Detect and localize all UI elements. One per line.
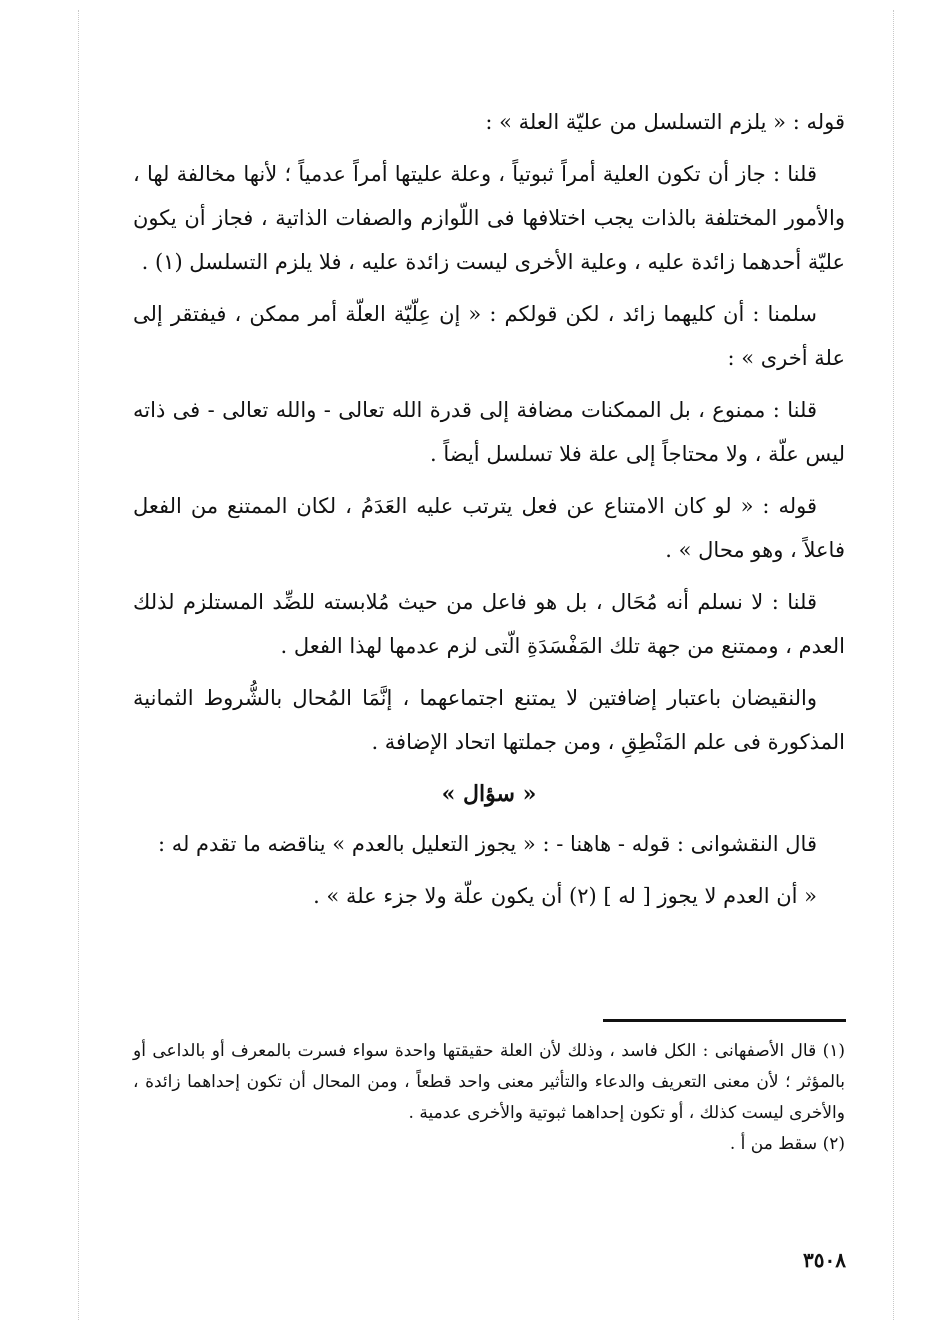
page-number: ٣٥٠٨	[803, 1248, 846, 1272]
paragraph-1: قوله : « يلزم التسلسل من عليّة العلة » :	[485, 110, 845, 134]
paragraph-5: قوله : « لو كان الامتناع عن فعل يترتب عليه العَدَمُ ، لكان الممتنع من الفعل فاعلاً ، وهو محال » .	[133, 494, 845, 562]
footnote-separator	[603, 1019, 846, 1022]
section-heading: « سؤال »	[441, 781, 537, 807]
scan-mark-right	[893, 10, 894, 1320]
paragraph-9: « أن العدم لا يجوز [ له ] (٢) أن يكون علّة ولا جزء علة » .	[313, 884, 817, 908]
paragraph-6: قلنا : لا نسلم أنه مُحَال ، بل هو فاعل من حيث مُلابسته للضِّد المستلزم لذلك العدم ، وممتنع من جهة تلك المَفْسَدَةِ الّتى لزم عدمها لهذا الفعل .	[133, 590, 845, 658]
paragraph-2: قلنا : جاز أن تكون العلية أمراً ثبوتياً ، وعلة عليتها أمراً عدمياً ؛ لأنها مخالفة لها ، والأمور المختلفة بالذات يجب اختلافها فى اللّوازم والصفات الذاتية ، فجاز أن يكون عليّة أحدهما زائدة عليه ، وعلية الأخرى ليست زائدة عليه ، فلا يلزم التسلسل (١) .	[133, 162, 845, 274]
main-text	[133, 100, 845, 926]
paragraph-7: والنقيضان باعتبار إضافتين لا يمتنع اجتماعهما ، إنَّمَا المُحال بالشُّروط الثمانية المذكورة فى علم المَنْطِقِ ، ومن جملتها اتحاد الإضافة .	[133, 686, 845, 754]
paragraph-3: سلمنا : أن كليهما زائد ، لكن قولكم : « إن عِلّيّة العلّة أمر ممكن ، فيفتقر إلى علة أخرى » :	[133, 302, 845, 370]
paragraph-4: قلنا : ممنوع ، بل الممكنات مضافة إلى قدرة الله تعالى - والله تعالى - فى ذاته ليس علّة ، ولا محتاجاً إلى علة فلا تسلسل أيضاً .	[133, 398, 845, 466]
scan-mark-left	[78, 10, 79, 1320]
footnotes	[133, 1036, 845, 1160]
footnote-1: (١) قال الأصفهانى : الكل فاسد ، وذلك لأن العلة حقيقتها واحدة سواء فسرت بالمعرف أو بالداعى أو بالمؤثر ؛ لأن معنى التعريف والدعاء والتأثير معنى واحد قطعاً ، ومن المحال أن تكون إحداهما زائدة ، والأخرى ليست كذلك ، أو تكون إحداهما ثبوتية والأخرى عدمية .	[133, 1041, 845, 1123]
footnote-2: (٢) سقط من أ .	[729, 1134, 845, 1154]
paragraph-8: قال النقشوانى : قوله - هاهنا - : « يجوز التعليل بالعدم » يناقضه ما تقدم له :	[157, 832, 817, 856]
